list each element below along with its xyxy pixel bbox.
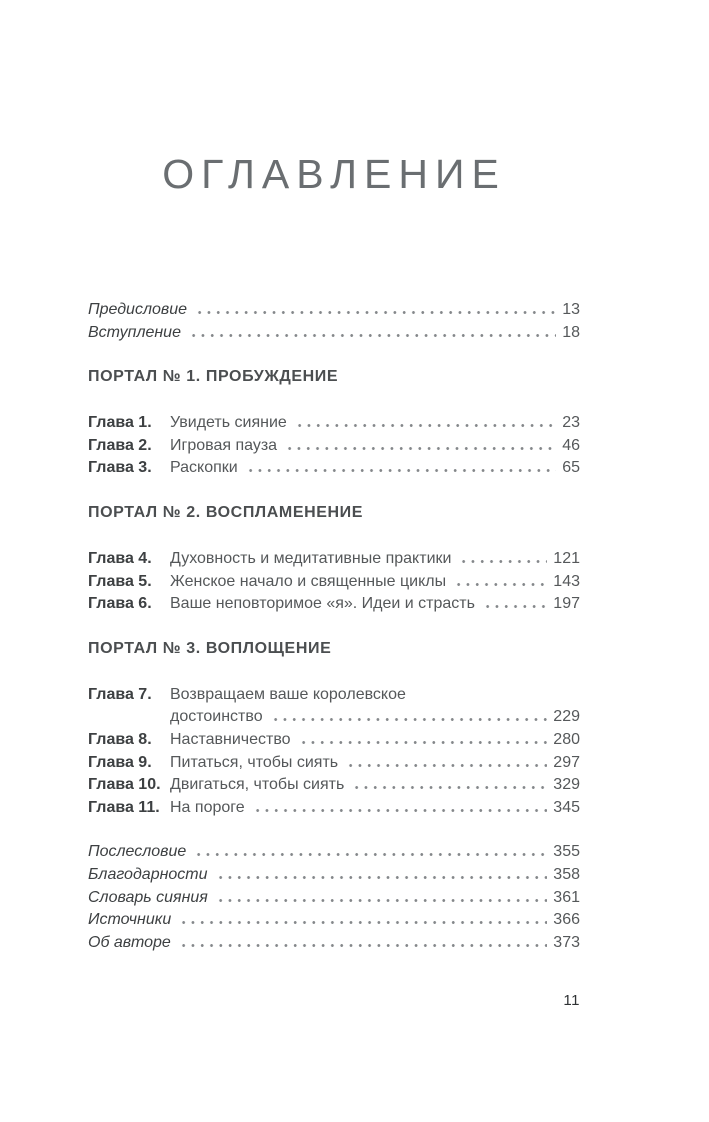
toc-entry <box>88 322 580 345</box>
dot-leader <box>253 809 548 812</box>
chapter-title: Увидеть сияние <box>170 414 287 432</box>
chapter-page-number: 143 <box>553 572 580 590</box>
toc-entry <box>88 887 580 910</box>
toc-entry <box>88 909 580 932</box>
toc-chapter-row <box>88 548 580 571</box>
dot-leader <box>189 334 556 337</box>
section-heading: ПОРТАЛ № 2. ВОСПЛАМЕНЕНИЕ <box>88 503 364 521</box>
toc-section-3 <box>88 637 580 820</box>
chapter-page-number: 65 <box>562 459 580 477</box>
chapter-label: Глава 5. <box>88 572 152 590</box>
toc-chapter-row <box>88 571 580 594</box>
toc-chapter-row <box>88 752 580 775</box>
chapter-title: Игровая пауза <box>170 436 278 454</box>
chapter-label: Глава 4. <box>88 549 152 567</box>
entry-page-number: 18 <box>562 323 580 341</box>
chapter-title: Ваше неповторимое «я». Идеи и страсть <box>170 595 475 613</box>
toc-chapter-row <box>88 435 580 458</box>
chapter-page-number: 197 <box>553 595 580 613</box>
chapter-label: Глава 10. <box>88 776 161 794</box>
toc-chapter-row <box>88 797 580 820</box>
chapter-title: Питаться, чтобы сиять <box>170 753 339 771</box>
section-heading: ПОРТАЛ № 3. ВОПЛОЩЕНИЕ <box>88 639 332 657</box>
chapter-label: Глава 3. <box>88 459 152 477</box>
dot-leader <box>195 311 556 314</box>
chapter-page-number: 345 <box>553 798 580 816</box>
toc-entry <box>88 841 580 864</box>
entry-page-number: 13 <box>562 301 580 318</box>
chapter-page-number: 229 <box>553 708 580 726</box>
dot-leader <box>216 899 547 902</box>
chapter-page-number: 280 <box>553 730 580 748</box>
toc-chapter-row <box>88 593 580 616</box>
dot-leader <box>299 741 548 744</box>
dot-leader <box>285 447 556 450</box>
entry-label: Благодарности <box>88 865 208 883</box>
chapter-title: Двигаться, чтобы сиять <box>170 776 345 794</box>
entry-label: Предисловие <box>88 301 188 318</box>
section-heading: ПОРТАЛ № 1. ПРОБУЖДЕНИЕ <box>88 368 339 386</box>
chapter-label: Глава 1. <box>88 414 152 432</box>
dot-leader <box>483 605 547 608</box>
chapter-page-number: 121 <box>553 549 580 567</box>
dot-leader <box>271 718 548 721</box>
entry-label: Об авторе <box>88 933 171 951</box>
chapter-page-number: 46 <box>562 436 580 454</box>
chapter-label: Глава 8. <box>88 730 152 748</box>
toc-back-matter <box>88 841 580 954</box>
dot-leader <box>346 764 547 767</box>
chapter-title: На пороге <box>170 798 245 816</box>
chapter-page-number: 297 <box>553 753 580 771</box>
toc-chapter-row-continued <box>88 706 580 729</box>
entry-page-number: 366 <box>553 911 580 929</box>
folio-page-number: 11 <box>563 992 580 1009</box>
chapter-title: Наставничество <box>170 730 291 748</box>
entry-label: Послесловие <box>88 843 187 861</box>
toc-entry <box>88 299 580 322</box>
entry-page-number: 361 <box>553 888 580 906</box>
entry-page-number: 373 <box>553 933 580 951</box>
chapter-title: Раскопки <box>170 459 238 477</box>
dot-leader <box>179 921 547 924</box>
toc-chapter-row <box>88 412 580 435</box>
entry-label: Словарь сияния <box>88 888 208 906</box>
chapter-label: Глава 6. <box>88 595 152 613</box>
toc-entry <box>88 932 580 955</box>
page-title: ОГЛАВЛЕНИЕ <box>162 151 506 197</box>
entry-label: Вступление <box>88 323 181 341</box>
chapter-label: Глава 2. <box>88 436 152 454</box>
chapter-title: Духовность и медитативные практики <box>170 549 452 567</box>
toc-content <box>88 0 580 954</box>
chapter-label: Глава 7. <box>88 685 152 703</box>
chapter-page-number: 329 <box>553 776 580 794</box>
chapter-label: Глава 9. <box>88 753 152 771</box>
entry-label: Источники <box>88 911 172 929</box>
dot-leader <box>216 876 548 879</box>
dot-leader <box>352 786 547 789</box>
chapter-title: Женское начало и священные циклы <box>170 572 447 590</box>
chapter-title-continued: достоинство <box>170 708 263 726</box>
dot-leader <box>459 560 547 563</box>
dot-leader <box>246 469 556 472</box>
toc-section-2 <box>88 501 580 616</box>
dot-leader <box>295 424 556 427</box>
toc-chapter-row <box>88 729 580 752</box>
entry-page-number: 355 <box>553 843 580 861</box>
chapter-label: Глава 11. <box>88 798 160 816</box>
chapter-page-number: 23 <box>562 414 580 432</box>
toc-chapter-row <box>88 457 580 480</box>
chapter-title: Возвращаем ваше королевское <box>170 685 406 703</box>
toc-section-1 <box>88 365 580 480</box>
dot-leader <box>194 853 547 856</box>
dot-leader <box>454 583 547 586</box>
toc-front-matter <box>88 299 580 344</box>
toc-entry <box>88 864 580 887</box>
toc-chapter-row <box>88 684 580 707</box>
toc-chapter-row <box>88 774 580 797</box>
dot-leader <box>179 944 547 947</box>
entry-page-number: 358 <box>553 865 580 883</box>
